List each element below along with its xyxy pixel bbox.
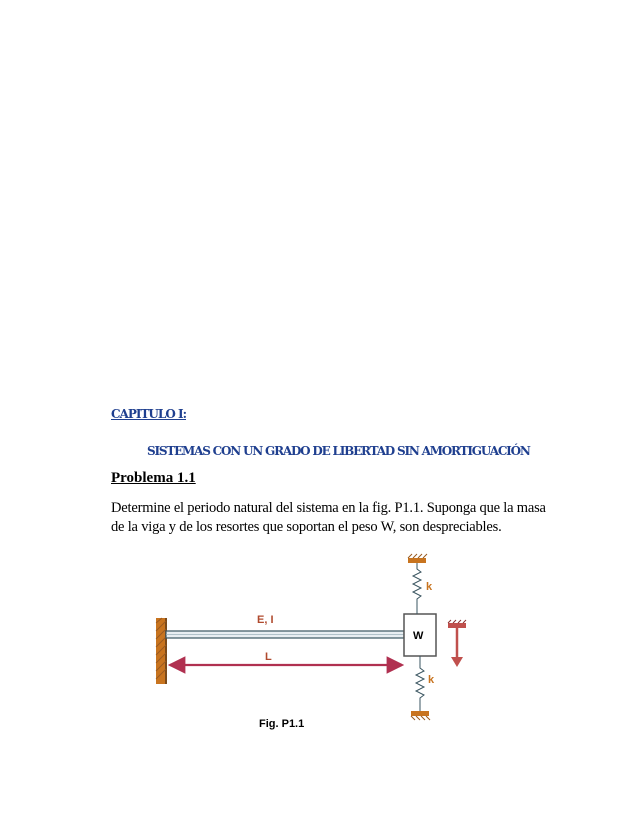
top-ground-support bbox=[408, 554, 427, 563]
problem-statement: Determine el periodo natural del sistema en la fig. P1.1. Suponga que la masa de la viga y de los resortes que soportan el peso W, son despreciables. bbox=[111, 500, 546, 535]
figure-caption: Fig. P1.1 bbox=[259, 718, 305, 730]
beam-label: E, I bbox=[257, 614, 274, 626]
mass-label: W bbox=[413, 630, 424, 642]
figure-p1-1 bbox=[140, 545, 500, 745]
top-spring-label: k bbox=[426, 581, 433, 593]
fixed-support bbox=[156, 618, 166, 684]
section-title: SISTEMAS CON UN GRADO DE LIBERTAD SIN AMORTIGUACIÓN bbox=[147, 444, 530, 458]
top-spring bbox=[413, 563, 421, 614]
problem-title: Problema 1.1 bbox=[111, 470, 196, 486]
bottom-spring bbox=[416, 656, 424, 711]
length-label: L bbox=[265, 651, 272, 663]
chapter-title: CAPITULO I: bbox=[111, 407, 187, 421]
beam bbox=[166, 631, 404, 638]
bottom-spring-label: k bbox=[428, 674, 435, 686]
bottom-ground-support bbox=[411, 711, 430, 720]
force-arrow bbox=[448, 620, 466, 667]
